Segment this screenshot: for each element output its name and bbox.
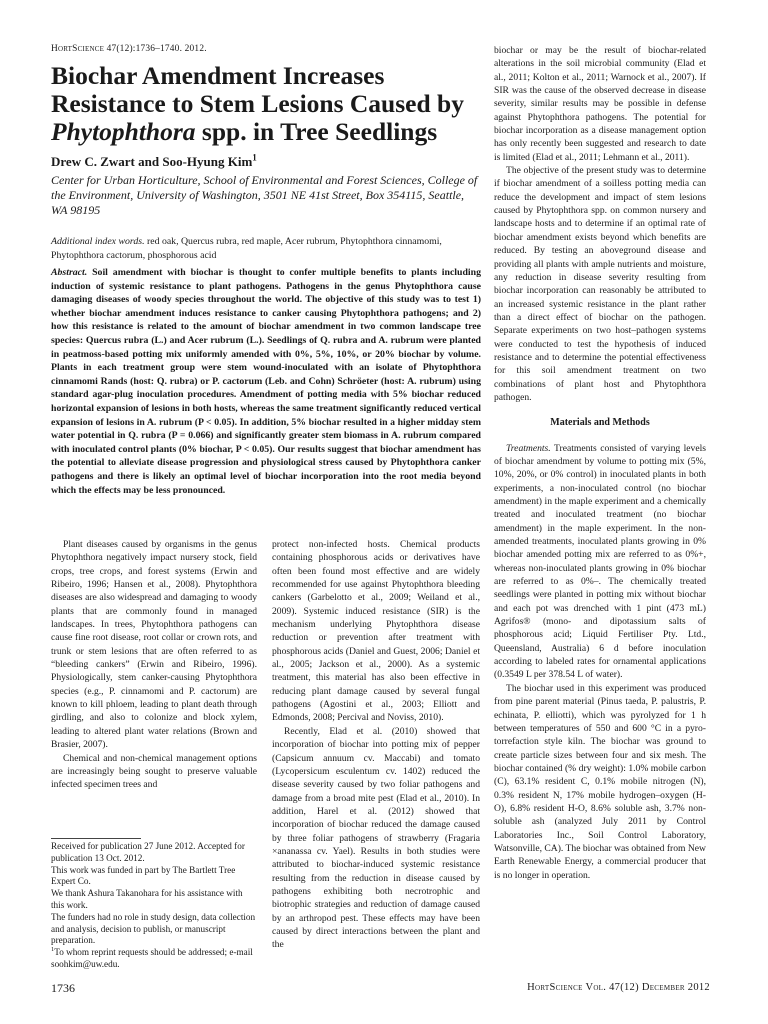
paragraph (494, 442, 706, 682)
footnote-contact (51, 947, 257, 971)
author-names: Drew C. Zwart and Soo-Hyung Kim (51, 154, 253, 169)
footnote-mark: 1 (51, 946, 55, 954)
keywords-label: Additional index words. (51, 236, 145, 247)
footnote-thanks: We thank Ashura Takanohara for his assistance with this work. (51, 888, 243, 910)
authors (51, 154, 257, 170)
keywords-text: red oak, Quercus rubra, red maple, Acer rubrum, Phytophthora cinnamomi, Phytophthora cactorum, phosphorous acid (51, 236, 442, 261)
paragraph: The objective of the present study was to determine if biochar amendment of a soilless potting media can reduce the development and impact of stem lesions caused by Phytophthora spp. on common nursery and landscape hosts and to determine if an optimal rate of biochar amendment exists beyond which benefits are reduced. By testing an aboveground disease and providing all plants with ample nutrients and moisture, any reduction in disease severity resulting from biochar incorporation can reasonably be attributed to an increased systemic resistance in the plant rather than a direct effect of biochar on the pathogen. Separate experiments on two host–pathogen systems were conducted to test the hypothesis of induced resistance and to determine the potential effectiveness for this soil amendment treatment on two combinations of plant host and Phytophthora pathogen. (494, 165, 706, 403)
abstract-text: Soil amendment with biochar is thought to confer multiple benefits to plants including induction of systemic resistance to plant pathogens. Pathogens in the genus Phytophthora cause damaging diseases of woody species throughout the world. The objective of this study was to test 1) whether biochar amendment induces resistance to canker causing Phytophthora pathogens; and 2) how this resistance is related to the amount of biochar amendment in two common landscape tree species: Quercus rubra (L.) and Acer rubrum (L.). Seedlings of Q. rubra and A. rubrum were planted in peatmoss-based potting mix uniformly amended with 0%, 5%, 10%, or 20% biochar by volume. Plants in each treatment group were stem wound-inoculated with an isolate of Phytophthora cinnamomi Rands (host: Q. rubra) or P. cactorum (Leb. and Cohn) Schröeter (host: A. rubrum) using standard agar-plug inoculation procedures. Amendment of potting media with 5% biochar reduced horizontal expansion of lesions in both hosts, whereas the same treatment significantly reduced vertical expansion of lesions in A. rubrum (P < 0.05). In addition, 5% biochar resulted in a higher midday stem water potential in Q. rubra (P = 0.066) and significantly greater stem biomass in A. rubrum compared with inoculated control plants (0% biochar, P < 0.05). Our results suggest that biochar amendment has the potential to alleviate disease progression and physiological stress caused by Phytophthora canker pathogens and there is likely an optimal level of biochar incorporation into the root media beyond which the effects may be less pronounced. (51, 267, 481, 496)
footnotes (51, 841, 257, 971)
footnote-contact-text: To whom reprint requests should be addressed; e-mail soohkim@uw.edu. (51, 947, 253, 969)
paragraph-label: Treatments. (506, 442, 551, 454)
paragraph: Chemical and non-chemical management options are increasingly being sought to preserve valuable infected specimen trees and (51, 752, 257, 791)
abstract-label: Abstract. (51, 267, 88, 278)
section-heading: Materials and Methods (550, 417, 650, 429)
body-column-3 (494, 44, 706, 882)
title-line-3: spp. in Tree Seedlings (195, 117, 438, 146)
article-title (51, 62, 481, 146)
keywords (51, 235, 481, 262)
title-line-1: Biochar Amendment Increases (51, 61, 385, 90)
footnote-received: Received for publication 27 June 2012. Accepted for publication 13 Oct. 2012. (51, 841, 245, 863)
paragraph: biochar or may be the result of biochar-related alterations in the soil microbial community (Elad et al., 2011; Kolton et al., 2011; Warnock et al., 2007). If SIR was the cause of the observed decrease in disease severity, similar results may be possible in defense against Phytophthora pathogens. The potential for biochar incorporation as a disease management option has only recently been suggested and research to date is limited (Elad et al., 2011; Lehmann et al., 2011). (494, 45, 706, 163)
abstract (51, 266, 481, 497)
paragraph: The biochar used in this experiment was produced from pine parent material (Pinus taeda, P. palustris, P. echinata, P. elliotti), which was pyrolyzed for 1 h between temperatures of 550 and 600 °C in a pyro-torrefaction style kiln. The biochar was ground to create particle sizes between four and six mesh. The biochar contained (% dry weight): 1.0% mobile carbon (C), 63.1% resident C, 0.1% mobile nitrogen (N), 0.3% resident N, 17% mobile hydrogen–oxygen (H-O), 6.8% resident H-O, 8.6% soluble ash, 3.7% non-soluble ash (analyzed July 2011 by Control Laboratories Inc., Soil Control Laboratory, Watsonville, CA). The biochar was obtained from New Earth Renewable Energy, a commercial producer that is no longer in operation. (494, 682, 706, 881)
paragraph-text: Treatments consisted of varying levels of biochar amendment by volume to potting mix (5%, 10%, 20%, or 0% control) in inoculated plants in both experiments, a non-inoculated control (no biochar amendment) in the maple experiment and a chemically treated and inoculated treatment (no biochar amendment) in the maple experiment. In the non-amended treatments, inoculated plants growing in 0% biochar amended potting mix are referred to as 0%+, whereas non-inoculated plants growing in 0% biochar are referred to as 0%–. The chemically treated seedlings were planted in potting mix without biochar and each pot was drenched with 1 pint (473 mL) Agrifos® (mono- and dipotassium salts of phosphorous acid; Liquid Fertiliser Pty. Ltd., Queensland, Australia) 6 d before inoculation according to labeled rates for ornamental applications (0.3549 L per 378.54 L of water). (494, 442, 706, 681)
running-footer: HortScience Vol. 47(12) December 2012 (527, 982, 710, 993)
page-number: 1736 (51, 981, 75, 995)
footnote-funders: The funders had no role in study design, data collection and analysis, decision to publish, or manuscript preparation. (51, 911, 256, 946)
journal-citation: HortScience 47(12):1736–1740. 2012. (51, 44, 207, 54)
body-column-1 (51, 538, 257, 792)
title-genus: Phytophthora (51, 117, 196, 146)
footnote-funding: This work was funded in part by The Bartlett Tree Expert Co. (51, 864, 236, 887)
author-footnote-mark: 1 (252, 152, 257, 163)
body-column-2 (272, 538, 480, 952)
affiliation: Center for Urban Horticulture, School of Environmental and Forest Sciences, College of the Environment, University of Washington, 3501 NE 41st Street, Box 354115, Seattle, WA 98195 (51, 173, 478, 218)
paragraph: Recently, Elad et al. (2010) showed that incorporation of biochar into potting mix of pepper (Capsicum annuum cv. Maccabi) and tomato (Lycopersicum esculentum cv. 1402) reduced the disease severity caused by two foliar pathogens and damage from a broad mite pest (Elad et al., 2010). In addition, Harel et al. (2012) showed that incorporation of biochar reduced the damage caused by three foliar pathogens of strawberry (Fragaria ×ananassa cv. Yael). Results in both studies were attributed to biochar-induced systemic resistance resulting from the reduction in disease caused by pathogens exhibiting both necrotrophic and biotrophic strategies and reduction of damage caused by an arthropod pest. These effects may have been caused by direct interactions between the plant and the (272, 725, 480, 951)
footnote-divider (51, 838, 141, 839)
title-line-2: Resistance to Stem Lesions Caused by (51, 89, 464, 118)
paragraph: Plant diseases caused by organisms in the genus Phytophthora negatively impact nursery stock, field crops, tree crops, and forest systems (Erwin and Ribeiro, 1996; Hansen et al., 2008). Phytophthora diseases are also widespread and damaging to woody plants that are commonly found in managed landscapes. In trees, Phytophthora pathogens can cause fine root disease, root collar or crown rots, and trunk or stem lesions that are often referred to as “bleeding cankers” (Erwin and Ribeiro, 1996). Physiologically, stem canker-causing Phytophthora species (e.g., P. cinnamomi and P. cactorum) are known to kill phloem, leading to plant death through girdling, and also to colonize and block xylem, leading to altered plant water relations (Brown and Brasier, 2007). (51, 539, 257, 751)
paragraph: protect non-infected hosts. Chemical products containing phosphorous acids or derivatives have often been found most effective and are widely recommended for use against Phytophthora bleeding cankers (Garbelotto et al., 2009; Weiland et al., 2009). Systemic induced resistance (SIR) is the mechanism underlying Phytophthora disease reduction or prevention after treatment with phosphorous acids (Daniel and Guest, 2006; Daniel et al., 2005; Jackson et al., 2000). As a systemic treatment, this material has also been effective in reducing plant damage caused by several fungal pathogens (Agostini et al., 2003; Elliott and Edmonds, 2008; Percival and Noviss, 2010). (272, 539, 480, 724)
